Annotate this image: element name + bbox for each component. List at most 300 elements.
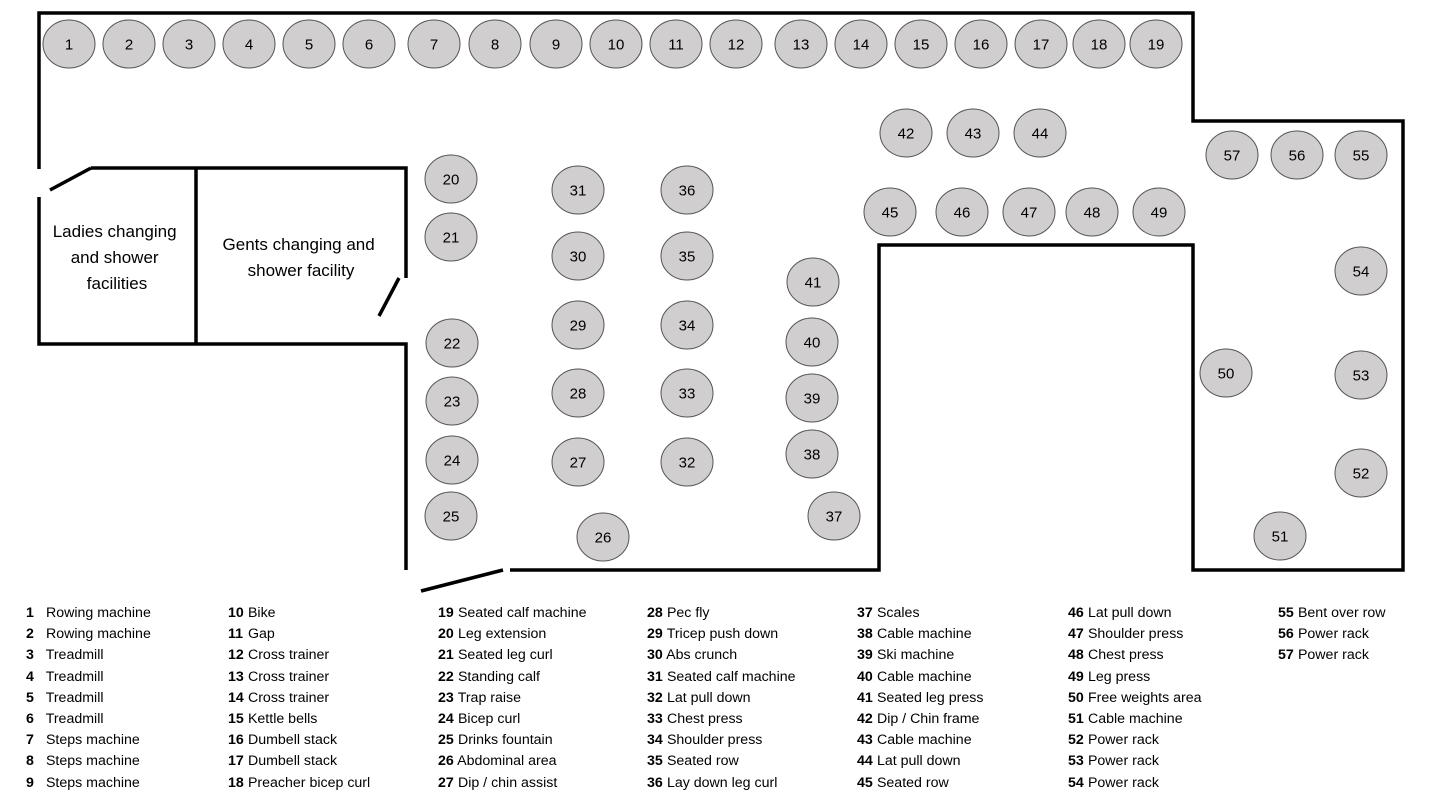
station-marker — [1335, 449, 1387, 497]
legend-item — [647, 667, 852, 688]
legend-label: Dip / Chin frame — [876, 710, 980, 727]
legend-number: 8 — [26, 753, 34, 770]
station-number: 36 — [678, 182, 696, 200]
legend-number: 19 — [438, 605, 454, 621]
station-number: 45 — [881, 204, 899, 222]
legend-label: Kettle bells — [247, 710, 318, 727]
legend-number: 16 — [228, 732, 244, 749]
station-number: 24 — [443, 452, 461, 470]
legend-label: Standing calf — [457, 668, 540, 685]
legend-label: Leg extension — [457, 626, 547, 643]
legend-number: 23 — [438, 689, 454, 706]
legend-number: 47 — [1068, 626, 1084, 643]
station-marker — [1066, 188, 1118, 236]
legend-item — [647, 688, 852, 709]
legend-item — [26, 645, 231, 666]
gents-door — [379, 278, 399, 316]
room-labels — [53, 222, 380, 293]
legend-label: Tricep push down — [666, 626, 779, 643]
legend — [26, 603, 1426, 803]
legend-label: Free weights area — [1087, 689, 1202, 706]
ladies-label-line: Ladies changing — [52, 222, 177, 241]
station-number: 51 — [1271, 528, 1289, 546]
legend-item — [1278, 624, 1440, 645]
legend-label: Pec fly — [666, 605, 710, 621]
legend-number: 2 — [26, 626, 34, 643]
legend-number: 7 — [26, 732, 34, 749]
station-marker — [425, 492, 477, 540]
station-marker — [650, 20, 702, 68]
legend-item — [647, 751, 852, 772]
legend-label: Steps machine — [45, 774, 140, 791]
station-marker — [775, 20, 827, 68]
legend-label: Scales — [876, 605, 920, 621]
legend-number: 55 — [1278, 605, 1294, 621]
legend-item — [228, 773, 433, 794]
legend-item — [1278, 603, 1440, 624]
legend-label: Leg press — [1087, 668, 1151, 685]
legend-number: 21 — [438, 647, 454, 664]
legend-label: Seated row — [876, 774, 949, 791]
station-marker — [552, 369, 604, 417]
legend-item — [1068, 730, 1273, 751]
legend-number: 31 — [647, 668, 663, 685]
legend-number: 15 — [228, 710, 244, 727]
legend-number: 32 — [647, 689, 663, 706]
legend-label: Ski machine — [876, 647, 955, 664]
station-marker — [1133, 188, 1185, 236]
gents-label-line: shower facility — [247, 261, 355, 280]
legend-number: 44 — [857, 753, 873, 770]
station-number: 33 — [678, 385, 696, 403]
legend-item — [438, 751, 643, 772]
station-marker — [1073, 20, 1125, 68]
station-marker — [426, 377, 478, 425]
legend-label: Gap — [247, 626, 275, 643]
station-marker — [947, 109, 999, 157]
legend-item — [857, 603, 1062, 624]
legend-label: Treadmill — [45, 710, 104, 727]
station-number: 18 — [1090, 36, 1108, 54]
ladies-label-line: and shower — [70, 248, 159, 267]
legend-item — [228, 624, 433, 645]
station-marker — [864, 188, 916, 236]
station-number: 17 — [1032, 36, 1050, 54]
legend-number: 3 — [26, 647, 34, 664]
legend-item — [438, 773, 643, 794]
legend-number: 52 — [1068, 732, 1084, 749]
legend-number: 57 — [1278, 647, 1294, 664]
legend-number: 48 — [1068, 647, 1084, 664]
legend-item — [26, 603, 231, 624]
legend-item — [26, 730, 231, 751]
ladies-door — [50, 168, 91, 190]
station-marker — [1206, 131, 1258, 179]
station-number: 16 — [972, 36, 990, 54]
legend-item — [26, 751, 231, 772]
legend-column — [857, 603, 1062, 794]
station-marker — [590, 20, 642, 68]
station-number: 37 — [825, 508, 843, 526]
station-marker — [552, 166, 604, 214]
station-marker — [103, 20, 155, 68]
station-number: 29 — [569, 317, 587, 335]
station-number: 56 — [1288, 147, 1306, 165]
legend-item — [228, 645, 433, 666]
station-number: 20 — [442, 171, 460, 189]
gents-room-label — [223, 235, 380, 280]
station-marker — [661, 369, 713, 417]
legend-label: Power rack — [1297, 626, 1369, 643]
legend-number: 33 — [647, 710, 663, 727]
legend-number: 41 — [857, 689, 873, 706]
station-number: 5 — [304, 36, 314, 54]
station-marker — [710, 20, 762, 68]
legend-item — [647, 773, 852, 794]
legend-label: Cable machine — [876, 668, 972, 685]
station-number: 8 — [490, 36, 500, 54]
legend-label: Cross trainer — [247, 668, 330, 685]
station-marker — [1014, 109, 1066, 157]
legend-number: 34 — [647, 732, 663, 749]
legend-item — [857, 773, 1062, 794]
legend-item — [26, 773, 231, 794]
station-marker — [955, 20, 1007, 68]
station-number: 3 — [184, 36, 194, 54]
legend-number: 51 — [1068, 710, 1084, 727]
legend-number: 46 — [1068, 605, 1084, 621]
legend-number: 39 — [857, 647, 873, 664]
station-number: 25 — [442, 508, 460, 526]
outer-wall — [39, 13, 1403, 570]
legend-column — [647, 603, 852, 794]
legend-item — [228, 603, 433, 624]
station-number: 46 — [953, 204, 971, 222]
legend-item — [647, 645, 852, 666]
legend-item — [228, 688, 433, 709]
station-marker — [1130, 20, 1182, 68]
legend-item — [1068, 667, 1273, 688]
legend-number: 27 — [438, 774, 454, 791]
legend-label: Dumbell stack — [247, 732, 338, 749]
legend-column — [1278, 603, 1440, 667]
legend-item — [1068, 751, 1273, 772]
station-number: 57 — [1223, 147, 1241, 165]
legend-label: Power rack — [1087, 774, 1159, 791]
legend-number: 17 — [228, 753, 244, 770]
legend-item — [857, 688, 1062, 709]
station-number: 41 — [804, 274, 822, 292]
station-marker — [661, 301, 713, 349]
station-number: 38 — [803, 446, 821, 464]
station-marker — [786, 430, 838, 478]
station-number: 9 — [551, 36, 561, 54]
main-entrance-door — [421, 570, 503, 591]
legend-label: Dip / chin assist — [457, 774, 558, 791]
legend-item — [857, 709, 1062, 730]
station-number: 27 — [569, 454, 587, 472]
legend-label: Treadmill — [45, 668, 104, 685]
station-number: 14 — [852, 36, 870, 54]
walls — [39, 13, 1403, 591]
legend-item — [438, 709, 643, 730]
legend-item — [26, 709, 231, 730]
station-marker — [408, 20, 460, 68]
legend-label: Chest press — [1087, 647, 1164, 664]
legend-label: Seated leg press — [876, 689, 984, 706]
legend-number: 45 — [857, 774, 873, 791]
station-number: 19 — [1147, 36, 1165, 54]
station-marker — [552, 438, 604, 486]
stations — [43, 20, 1387, 561]
station-marker — [552, 301, 604, 349]
legend-label: Lay down leg curl — [666, 774, 778, 791]
station-number: 32 — [678, 454, 696, 472]
station-marker — [425, 155, 477, 203]
gents-label-line: Gents changing and — [222, 235, 375, 254]
legend-number: 54 — [1068, 774, 1084, 791]
legend-item — [1068, 603, 1273, 624]
legend-number: 25 — [438, 732, 454, 749]
legend-item — [647, 730, 852, 751]
legend-item — [228, 667, 433, 688]
station-marker — [1254, 512, 1306, 560]
legend-number: 9 — [26, 774, 34, 791]
station-number: 50 — [1217, 365, 1235, 383]
legend-column — [1068, 603, 1273, 794]
legend-item — [857, 645, 1062, 666]
station-number: 4 — [244, 36, 254, 54]
station-marker — [1335, 131, 1387, 179]
station-number: 6 — [364, 36, 374, 54]
legend-label: Treadmill — [45, 647, 104, 664]
legend-label: Steps machine — [45, 753, 140, 770]
station-marker — [1335, 351, 1387, 399]
station-marker — [661, 438, 713, 486]
station-marker — [163, 20, 215, 68]
station-number: 1 — [64, 36, 74, 54]
legend-number: 56 — [1278, 626, 1294, 643]
station-marker — [1271, 131, 1323, 179]
legend-label: Power rack — [1297, 647, 1369, 664]
station-number: 31 — [569, 182, 587, 200]
legend-label: Lat pull down — [1087, 605, 1172, 621]
legend-number: 4 — [26, 668, 34, 685]
legend-number: 43 — [857, 732, 873, 749]
station-number: 39 — [803, 390, 821, 408]
station-marker — [786, 374, 838, 422]
legend-number: 38 — [857, 626, 873, 643]
legend-number: 50 — [1068, 689, 1084, 706]
legend-item — [26, 624, 231, 645]
station-marker — [43, 20, 95, 68]
legend-item — [857, 624, 1062, 645]
legend-number: 53 — [1068, 753, 1084, 770]
legend-number: 40 — [857, 668, 873, 685]
legend-number: 12 — [228, 647, 244, 664]
station-marker — [426, 319, 478, 367]
legend-number: 49 — [1068, 668, 1084, 685]
legend-item — [1068, 645, 1273, 666]
station-number: 53 — [1352, 367, 1370, 385]
station-number: 43 — [964, 125, 982, 143]
station-number: 49 — [1150, 204, 1168, 222]
legend-label: Rowing machine — [45, 605, 151, 621]
station-number: 28 — [569, 385, 587, 403]
station-number: 47 — [1020, 204, 1038, 222]
station-marker — [936, 188, 988, 236]
station-marker — [1003, 188, 1055, 236]
legend-item — [647, 709, 852, 730]
legend-label: Steps machine — [45, 732, 140, 749]
legend-number: 6 — [26, 710, 34, 727]
ladies-label-line: facilities — [86, 274, 148, 293]
legend-label: Preacher bicep curl — [247, 774, 371, 791]
station-number: 10 — [607, 36, 625, 54]
legend-label: Bicep curl — [457, 710, 521, 727]
legend-label: Power rack — [1087, 732, 1159, 749]
station-marker — [530, 20, 582, 68]
legend-label: Cable machine — [876, 732, 972, 749]
legend-label: Seated calf machine — [666, 668, 796, 685]
legend-number: 13 — [228, 668, 244, 685]
legend-column — [228, 603, 433, 794]
legend-number: 36 — [647, 774, 663, 791]
legend-number: 37 — [857, 605, 873, 621]
legend-column — [26, 603, 231, 794]
station-marker — [577, 513, 629, 561]
legend-number: 28 — [647, 605, 663, 621]
station-number: 13 — [792, 36, 810, 54]
legend-label: Seated calf machine — [457, 605, 587, 621]
station-marker — [895, 20, 947, 68]
ladies-room-label — [53, 222, 182, 293]
legend-label: Rowing machine — [45, 626, 151, 643]
station-marker — [1335, 247, 1387, 295]
legend-item — [438, 645, 643, 666]
legend-number: 22 — [438, 668, 454, 685]
legend-label: Treadmill — [45, 689, 104, 706]
legend-label: Seated leg curl — [457, 647, 553, 664]
station-marker — [808, 492, 860, 540]
legend-item — [228, 730, 433, 751]
legend-label: Seated row — [666, 753, 739, 770]
station-number: 35 — [678, 248, 696, 266]
legend-label: Lat pull down — [666, 689, 751, 706]
legend-number: 5 — [26, 689, 34, 706]
legend-item — [26, 667, 231, 688]
legend-item — [857, 667, 1062, 688]
legend-number: 42 — [857, 710, 873, 727]
station-marker — [661, 232, 713, 280]
legend-item — [228, 709, 433, 730]
legend-number: 26 — [438, 753, 454, 770]
legend-label: Abs crunch — [666, 647, 738, 664]
legend-item — [1068, 709, 1273, 730]
legend-item — [1068, 624, 1273, 645]
legend-label: Shoulder press — [1087, 626, 1184, 643]
legend-number: 1 — [26, 605, 34, 621]
station-number: 21 — [442, 229, 460, 247]
legend-item — [857, 730, 1062, 751]
station-number: 11 — [668, 36, 684, 54]
legend-label: Cable machine — [1087, 710, 1183, 727]
station-number: 48 — [1083, 204, 1101, 222]
legend-label: Cross trainer — [247, 689, 330, 706]
station-marker — [661, 166, 713, 214]
legend-number: 30 — [647, 647, 663, 664]
legend-number: 11 — [228, 626, 243, 643]
station-number: 26 — [594, 529, 612, 547]
station-number: 55 — [1352, 147, 1370, 165]
station-number: 42 — [897, 125, 915, 143]
legend-label: Power rack — [1087, 753, 1159, 770]
station-number: 40 — [803, 334, 821, 352]
station-marker — [1015, 20, 1067, 68]
legend-label: Cross trainer — [247, 647, 330, 664]
legend-label: Lat pull down — [876, 753, 961, 770]
legend-item — [857, 751, 1062, 772]
legend-number: 18 — [228, 774, 244, 791]
legend-column — [438, 603, 643, 794]
legend-number: 29 — [647, 626, 663, 643]
station-marker — [880, 109, 932, 157]
legend-number: 14 — [228, 689, 244, 706]
legend-item — [438, 603, 643, 624]
legend-number: 24 — [438, 710, 454, 727]
legend-item — [438, 624, 643, 645]
legend-number: 20 — [438, 626, 454, 643]
station-number: 2 — [124, 36, 134, 54]
station-number: 44 — [1031, 125, 1049, 143]
station-number: 54 — [1352, 263, 1370, 281]
legend-item — [647, 603, 852, 624]
legend-item — [438, 688, 643, 709]
legend-number: 35 — [647, 753, 663, 770]
legend-item — [1278, 645, 1440, 666]
station-marker — [223, 20, 275, 68]
station-number: 30 — [569, 248, 587, 266]
legend-number: 10 — [228, 605, 244, 621]
legend-item — [647, 624, 852, 645]
legend-label: Trap raise — [457, 689, 522, 706]
station-number: 7 — [429, 36, 439, 54]
legend-item — [26, 688, 231, 709]
station-number: 12 — [727, 36, 745, 54]
legend-label: Cable machine — [876, 626, 972, 643]
legend-item — [1068, 773, 1273, 794]
legend-item — [1068, 688, 1273, 709]
station-number: 23 — [443, 393, 461, 411]
station-marker — [835, 20, 887, 68]
station-marker — [1200, 349, 1252, 397]
legend-label: Bike — [247, 605, 276, 621]
legend-item — [438, 667, 643, 688]
legend-label: Dumbell stack — [247, 753, 338, 770]
station-marker — [786, 318, 838, 366]
legend-label: Abdominal area — [457, 753, 557, 770]
station-marker — [426, 436, 478, 484]
station-number: 52 — [1352, 465, 1370, 483]
station-marker — [787, 258, 839, 306]
station-number: 34 — [678, 317, 696, 335]
station-number: 22 — [443, 335, 461, 353]
legend-label: Drinks fountain — [457, 732, 553, 749]
station-marker — [425, 213, 477, 261]
station-marker — [283, 20, 335, 68]
legend-label: Bent over row — [1297, 605, 1386, 621]
legend-label: Shoulder press — [666, 732, 763, 749]
